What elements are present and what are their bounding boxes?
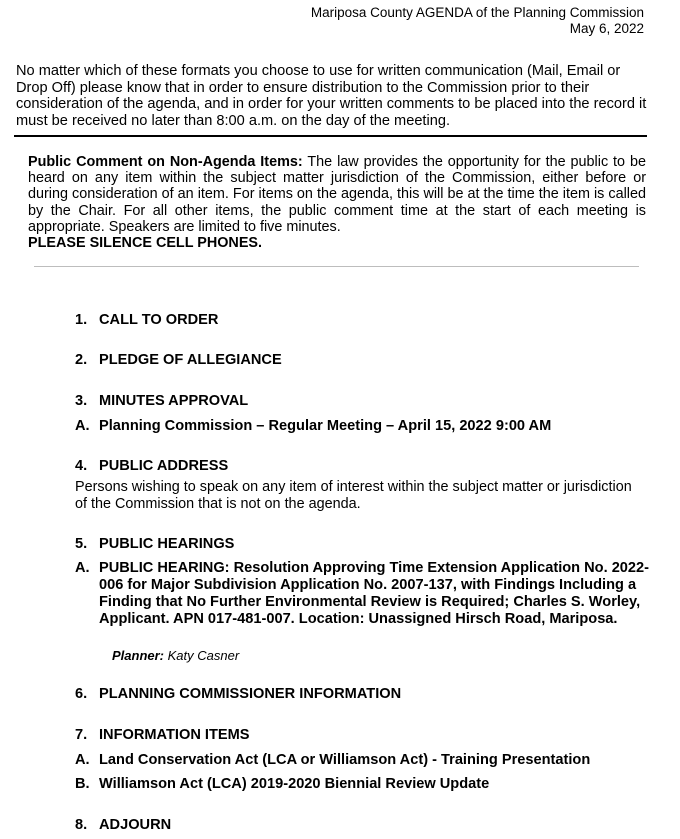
agenda-item-number: 5. [75, 536, 88, 552]
agenda-item-number: 8. [75, 817, 88, 833]
agenda-item-pledge [75, 352, 655, 369]
planner-label: Planner: [112, 648, 165, 663]
agenda-item-number: 7. [75, 727, 88, 743]
agenda-item-adjourn [75, 817, 655, 834]
agenda-item-minutes-approval [75, 393, 655, 410]
document-header [311, 5, 644, 37]
public-comment-heading: Public Comment on Non-Agenda Items: [28, 154, 303, 170]
agenda-item-public-address [75, 458, 655, 475]
agenda-subitem-public-hearing [75, 560, 655, 628]
public-comment-body: The law provides the opportunity for the public to be heard on any item within the subject matter jurisdiction of the Commission, either before or during consideration of an item. For items on the agenda, this will be at the time the item is called by the Chair. For all other items, the public comment time at the start of each meeting is appropriate. Speakers are limited to five minutes. [28, 154, 646, 235]
section-divider [14, 135, 647, 137]
agenda-item-title: Williamson Act (LCA) 2019-2020 Biennial Review Update [99, 776, 490, 792]
agenda-subitem-minutes [75, 418, 655, 435]
agenda-item-number: 2. [75, 352, 88, 368]
agenda-item-title: PLEDGE OF ALLEGIANCE [99, 352, 282, 368]
public-address-description: Persons wishing to speak on any item of interest within the subject matter or jurisdiction of the Commission that is not on the agenda. [75, 479, 632, 512]
agenda-item-public-hearings [75, 536, 655, 553]
agenda-item-title: Planning Commission – Regular Meeting – April 15, 2022 9:00 AM [99, 418, 552, 434]
agenda-item-number: A. [75, 752, 90, 768]
agenda-item-number: 1. [75, 312, 88, 328]
silence-phones-notice: PLEASE SILENCE CELL PHONES. [28, 235, 263, 252]
agenda-item-number: 4. [75, 458, 88, 474]
agenda-item-title: Land Conservation Act (LCA or Williamson Act) - Training Presentation [99, 752, 591, 768]
agenda-item-commissioner-info [75, 686, 655, 703]
public-comment-section [28, 154, 646, 251]
written-communication-notice: No matter which of these formats you choose to use for written communication (Mail, Email or Drop Off) please know that in order to ensure distribution to the Commission prior to their consideration of the agenda, and in order for your written comments to be placed into the record it must be received no later than 8:00 a.m. on the day of the meeting. [16, 63, 647, 129]
agenda-item-title: PUBLIC HEARING: Resolution Approving Time Extension Application No. 2022-006 for Major Subdivision Application No. 2007-137, with Findings Including a Finding that No Further Environmental Review is Required; Charles S. Worley, Applicant. APN 017-481-007. Location: Unassigned Hirsch Road, Mariposa. [99, 560, 650, 627]
agenda-subitem-lca-training [75, 752, 655, 769]
agenda-item-number: B. [75, 776, 90, 792]
agenda-item-information-items [75, 727, 655, 744]
agenda-item-number: A. [75, 418, 90, 434]
agenda-item-title: MINUTES APPROVAL [99, 393, 249, 409]
agenda-item-title: ADJOURN [99, 817, 172, 833]
agenda-item-number: 6. [75, 686, 88, 702]
planner-line [112, 648, 239, 663]
agenda-item-number: A. [75, 560, 90, 576]
agenda-item-title: PUBLIC ADDRESS [99, 458, 229, 474]
agenda-item-title: CALL TO ORDER [99, 312, 219, 328]
agenda-item-title: INFORMATION ITEMS [99, 727, 250, 743]
thin-divider [34, 266, 639, 267]
agenda-item-title: PUBLIC HEARINGS [99, 536, 235, 552]
agenda-item-call-to-order [75, 312, 655, 329]
agenda-item-title: PLANNING COMMISSIONER INFORMATION [99, 686, 402, 702]
header-title: Mariposa County AGENDA of the Planning Commission [310, 5, 644, 20]
planner-name: Katy Casner [167, 648, 240, 663]
agenda-subitem-williamson-review [75, 776, 655, 793]
header-date: May 6, 2022 [569, 21, 644, 36]
agenda-item-number: 3. [75, 393, 88, 409]
